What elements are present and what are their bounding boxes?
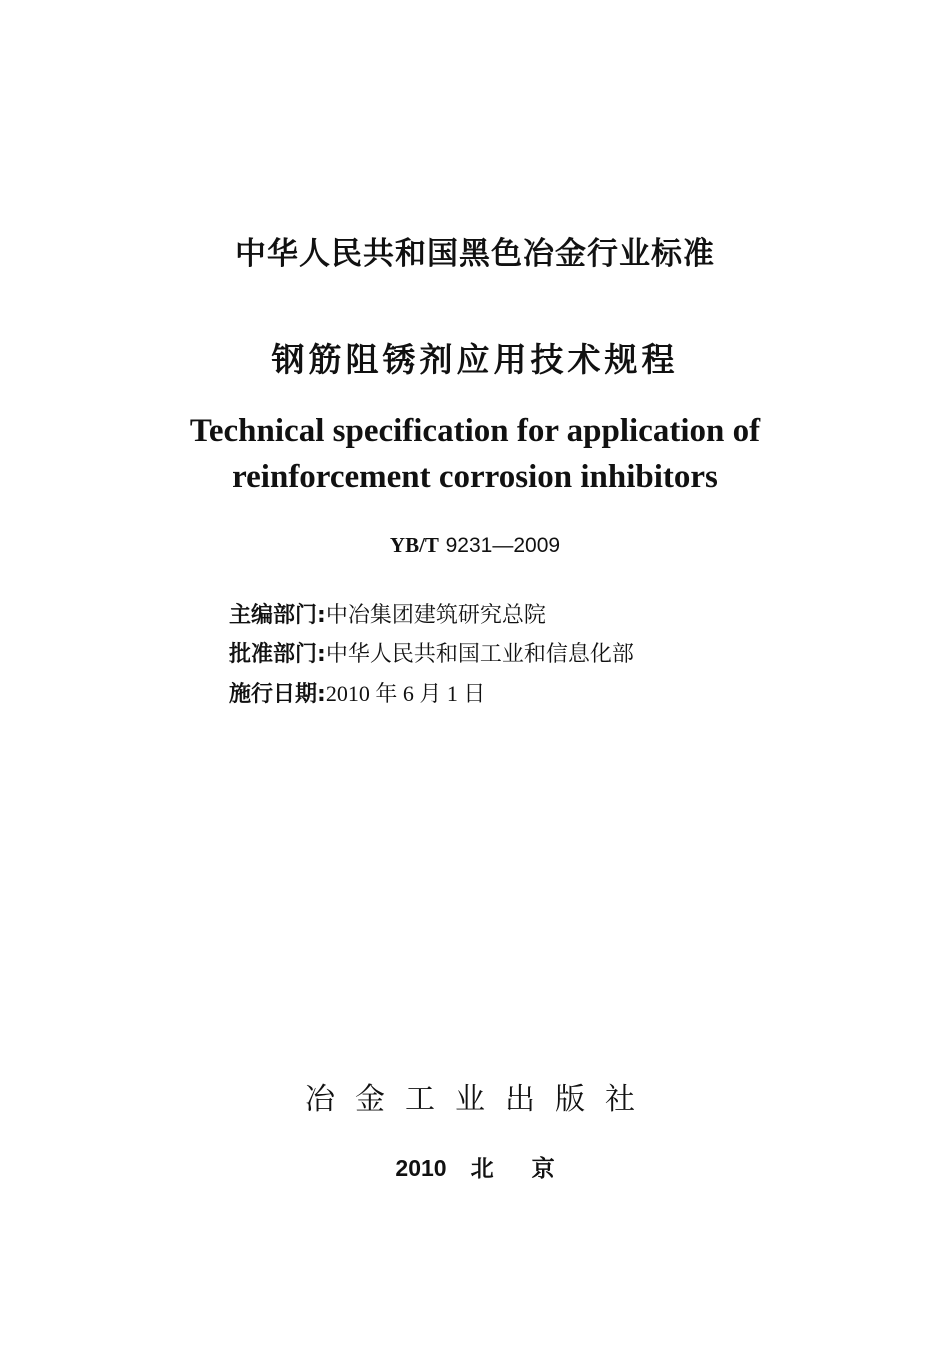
document-title-english bbox=[0, 408, 950, 500]
publication-year: 2010 bbox=[395, 1155, 447, 1181]
effective-date-row bbox=[229, 674, 634, 714]
approver-label: 批准部门: bbox=[229, 642, 326, 667]
editor-row bbox=[229, 596, 634, 635]
publication-place-year bbox=[0, 1150, 950, 1183]
publisher-name: 冶金工业出版社 bbox=[305, 1082, 655, 1117]
document-title-chinese: 钢筋阻锈剂应用技术规程 bbox=[271, 340, 679, 379]
english-title-line-1: Technical specification for application of bbox=[189, 413, 761, 449]
document-metadata bbox=[229, 596, 634, 714]
publication-city-char-2: 京 bbox=[531, 1156, 555, 1182]
industry-standard-heading: 中华人民共和国黑色冶金行业标准 bbox=[235, 236, 715, 272]
effective-date-label: 施行日期: bbox=[229, 682, 326, 707]
editor-value: 中冶集团建筑研究总院 bbox=[325, 603, 546, 628]
standard-code: YB/T bbox=[389, 533, 439, 557]
english-title-line-2: reinforcement corrosion inhibitors bbox=[232, 459, 718, 495]
approver-row bbox=[229, 635, 634, 674]
editor-label: 主编部门: bbox=[229, 603, 326, 628]
approver-value: 中华人民共和国工业和信息化部 bbox=[325, 642, 634, 667]
effective-date-value: 2010 年 6 月 1 日 bbox=[325, 681, 486, 706]
standard-number-value: 9231—2009 bbox=[445, 534, 561, 557]
standard-number bbox=[0, 533, 950, 558]
publication-city-char-1: 北 bbox=[470, 1156, 494, 1182]
